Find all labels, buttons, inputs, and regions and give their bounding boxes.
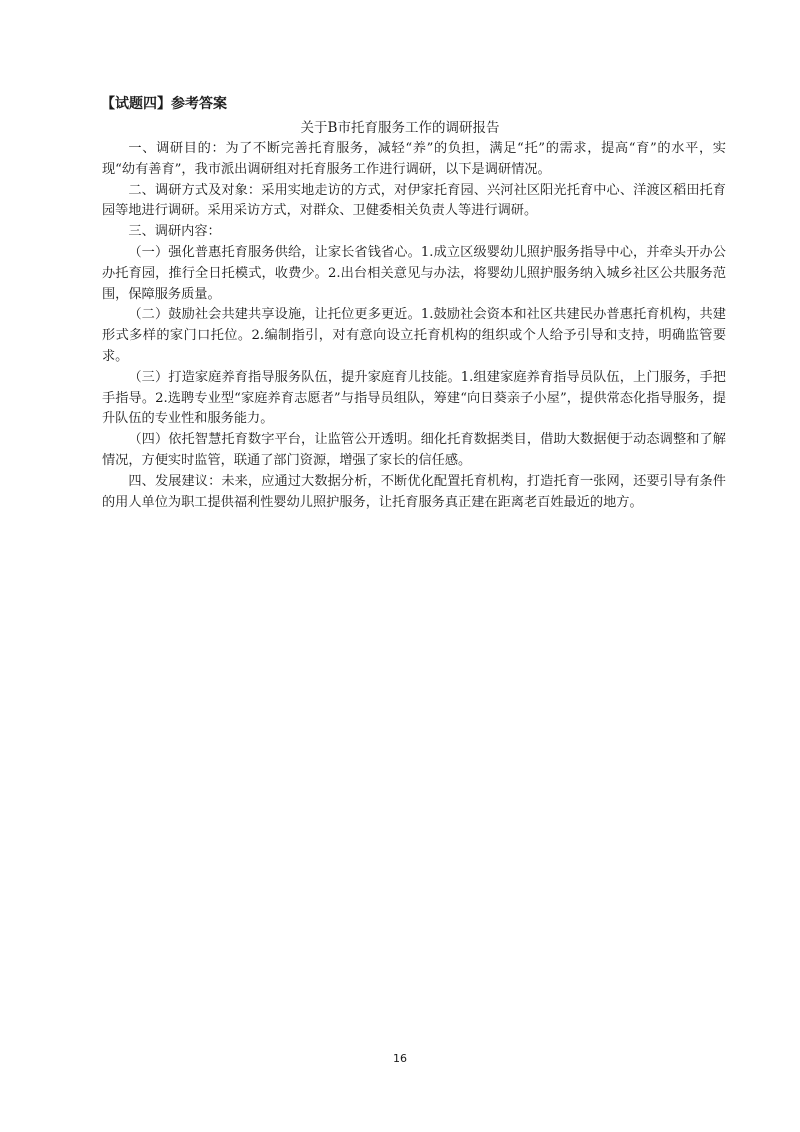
section-heading: 【试题四】参考答案 bbox=[101, 96, 227, 112]
paragraph-suggestion: 四、发展建议：未来，应通过大数据分析，不断优化配置托育机构，打造托育一张网，还要引导有条件的用人单位为职工提供福利性婴幼儿照护服务，让托育服务真正建在距离老百姓最近的地方。 bbox=[102, 473, 726, 510]
paragraph-content-3: （三）打造家庭养育指导服务队伍，提升家庭育儿技能。1.组建家庭养育指导员队伍，上门服务，手把手指导。2.选聘专业型“家庭养育志愿者”与指导员组队，筹建“向日葵亲子小屋”，提供常态化指导服务，提升队伍的专业性和服务能力。 bbox=[102, 369, 726, 427]
page-number: 16 bbox=[393, 1052, 407, 1065]
report-title: 关于B市托育服务工作的调研报告 bbox=[300, 120, 500, 136]
paragraph-content-4: （四）依托智慧托育数字平台，让监管公开透明。细化托育数据类目，借助大数据便于动态调整和了解情况，方便实时监管，联通了部门资源，增强了家长的信任感。 bbox=[102, 432, 726, 468]
paragraph-method: 二、调研方式及对象：采用实地走访的方式，对伊家托育园、兴河社区阳光托育中心、洋渡区稻田托育园等地进行调研。采用采访方式，对群众、卫健委相关负责人等进行调研。 bbox=[102, 182, 726, 219]
paragraph-content-1: （一）强化普惠托育服务供给，让家长省钱省心。1.成立区级婴幼儿照护服务指导中心，并牵头开办公办托育园，推行全日托模式，收费少。2.出台相关意见与办法，将婴幼儿照护服务纳入城乡社区公共服务范围，保障服务质量。 bbox=[102, 244, 726, 302]
paragraph-content-2: （二）鼓励社会共建共享设施，让托位更多更近。1.鼓励社会资本和社区共建民办普惠托育机构，共建形式多样的家门口托位。2.编制指引，对有意向设立托育机构的组织或个人给予引导和支持，明确监管要求。 bbox=[102, 307, 726, 364]
paragraph-content-heading: 三、调研内容： bbox=[128, 224, 221, 240]
report-body bbox=[102, 139, 726, 513]
paragraph-purpose: 一、调研目的：为了不断完善托育服务，减轻“养”的负担，满足“托”的需求，提高“育”的水平，实现“幼有善育”，我市派出调研组对托育服务工作进行调研，以下是调研情况。 bbox=[102, 141, 726, 177]
